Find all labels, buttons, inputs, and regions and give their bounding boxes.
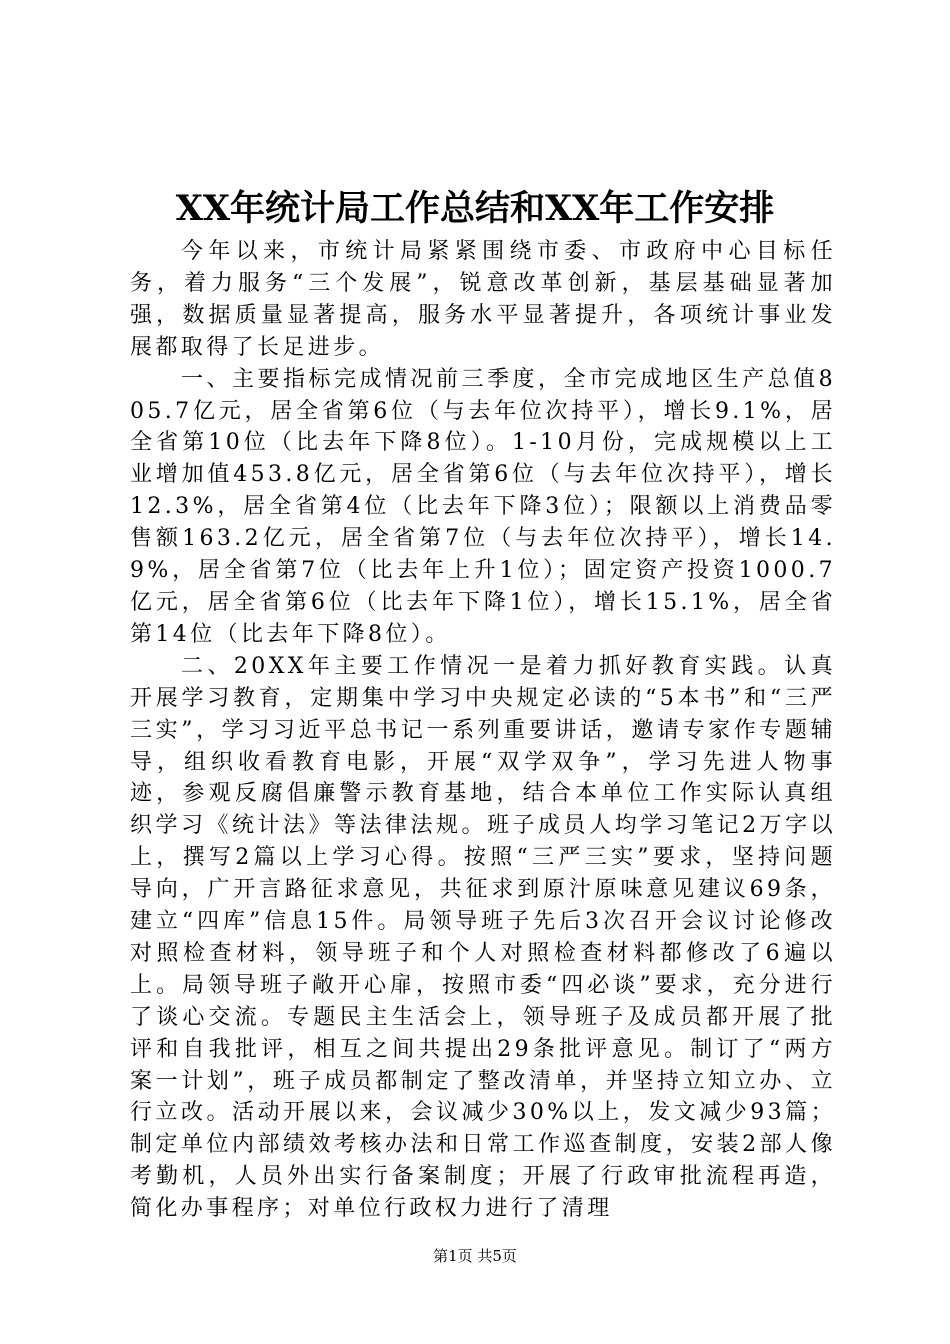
page-number-footer: 第1页 共5页 [433,1247,517,1265]
indicators-paragraph: 一、主要指标完成情况前三季度，全市完成地区生产总值805.7亿元，居全省第6位（与去年位次持平），增长9.1%，居全省第10位（比去年下降8位）。1-10月份，完成规模以上工业增加值453.8亿元，居全省第6位（与去年位次持平），增长12.3%，居全省第4位（比去年下降3位）；限额以上消费品零售额163.2亿元，居全省第7位（与去年位次持平），增长14.9%，居全省第7位（比去年上升1位）；固定资产投资1000.7亿元，居全省第6位（比去年下降1位），增长15.1%，居全省第14位（比去年下降8位）。 [130,366,836,647]
document-body [130,236,836,1225]
work-summary-paragraph: 二、20XX年主要工作情况一是着力抓好教育实践。认真开展学习教育，定期集中学习中央规定必读的“5本书”和“三严三实”，学习习近平总书记一系列重要讲话，邀请专家作专题辅导，组织收看教育电影，开展“双学双争”，学习先进人物事迹，参观反腐倡廉警示教育基地，结合本单位工作实际认真组织学习《统计法》等法律法规。班子成员人均学习笔记2万字以上，撰写2篇以上学习心得。按照“三严三实”要求，坚持问题导向，广开言路征求意见，共征求到原汁原味意见建议69条，建立“四库”信息15件。局领导班子先后3次召开会议讨论修改对照检查材料，领导班子和个人对照检查材料都修改了6遍以上。局领导班子敞开心扉，按照市委“四必谈”要求，充分进行了谈心交流。专题民主生活会上，领导班子及成员都开展了批评和自我批评，相互之间共提出29条批评意见。制订了“两方案一计划”，班子成员都制定了整改清单，并坚持立知立办、立行立改。活动开展以来，会议减少30%以上，发文减少93篇；制定单位内部绩效考核办法和日常工作巡查制度，安装2部人像考勤机，人员外出实行备案制度；开展了行政审批流程再造，简化办事程序；对单位行政权力进行了清理 [130,653,836,1222]
intro-paragraph: 今年以来，市统计局紧紧围绕市委、市政府中心目标任务，着力服务“三个发展”，锐意改革创新，基层基础显著加强，数据质量显著提高，服务水平显著提升，各项统计事业发展都取得了长足进步。 [130,239,836,360]
document-title: XX年统计局工作总结和XX年工作安排 [175,188,775,229]
